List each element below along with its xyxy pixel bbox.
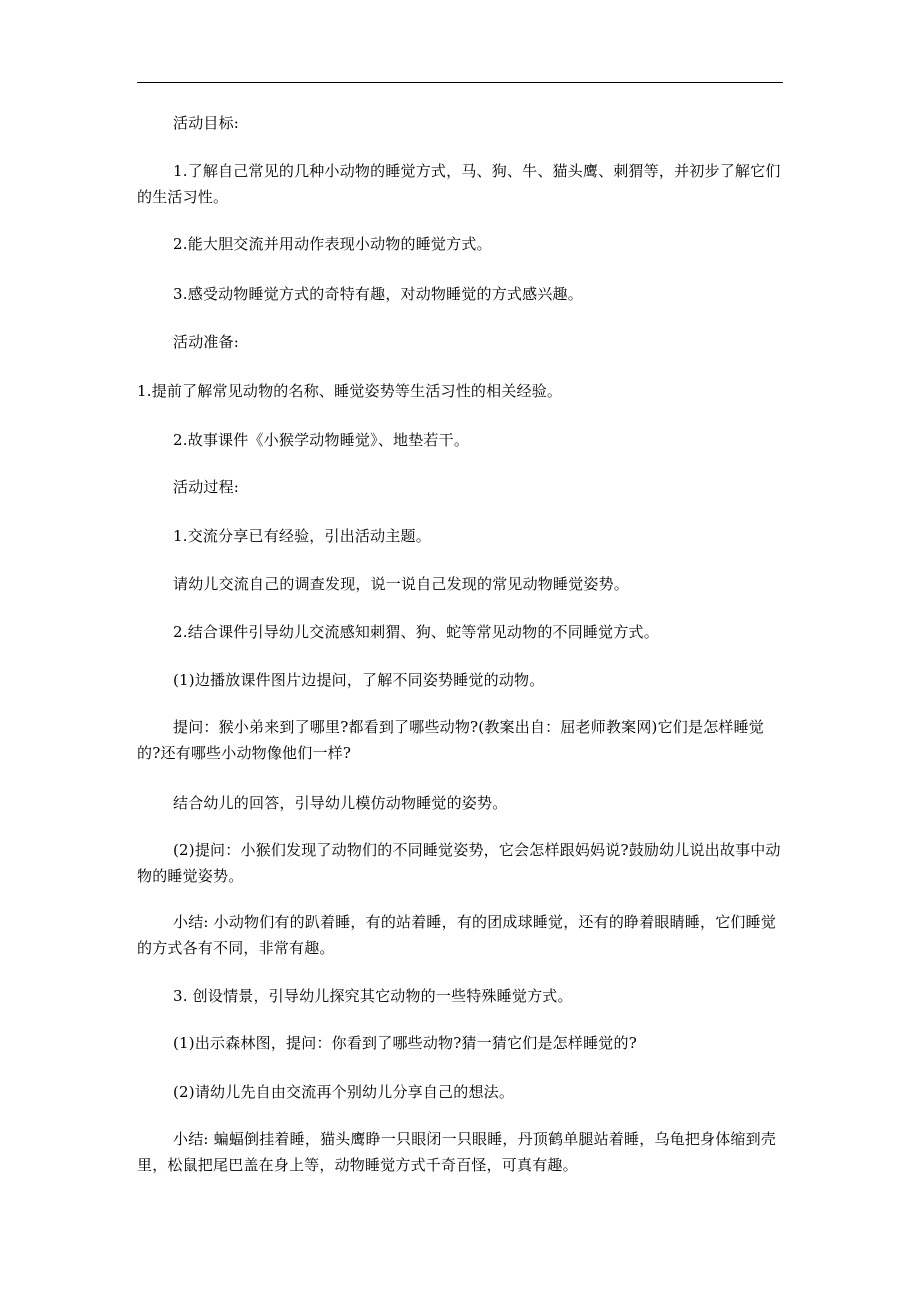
process-step-3-sub-2: (2)请幼儿先自由交流再个别幼儿分享自己的想法。 [173,1083,515,1101]
process-step-1: 1.交流分享已有经验，引出活动主题。 [173,527,431,545]
process-step-2-sub-1: (1)边播放课件图片边提问，了解不同姿势睡觉的动物。 [173,671,545,689]
goal-item-2: 2.能大胆交流并用动作表现小动物的睡觉方式。 [173,235,492,253]
summary-2: 小结: 蝙蝠倒挂着睡，猫头鹰睁一只眼闭一只眼睡，丹顶鹤单腿站着睡，乌龟把身体缩到壳里，松鼠把尾巴盖在身上等，动物睡觉方式千奇百怪，可真有趣。 [137,1130,777,1174]
section-heading-goals: 活动目标: [173,114,240,132]
preparation-item-1: 1.提前了解常见动物的名称、睡觉姿势等生活习性的相关经验。 [137,382,563,400]
goal-item-3: 3.感受动物睡觉方式的奇特有趣，对动物睡觉的方式感兴趣。 [173,285,583,303]
preparation-item-2: 2.故事课件《小猴学动物睡觉》、地垫若干。 [173,431,470,449]
process-step-2-sub-2: (2)提问：小猴们发现了动物们的不同睡觉姿势，它会怎样跟妈妈说?鼓励幼儿说出故事中动物的睡觉姿势。 [137,841,781,885]
section-heading-process: 活动过程: [173,478,240,496]
process-guidance: 结合幼儿的回答，引导幼儿模仿动物睡觉的姿势。 [173,794,508,812]
summary-1: 小结: 小动物们有的趴着睡，有的站着睡，有的团成球睡觉，还有的睁着眼睛睡，它们睡觉的方式各有不同，非常有趣。 [137,913,777,957]
process-question: 提问：猴小弟来到了哪里?都看到了哪些动物?(教案出自：屈老师教案网)它们是怎样睡觉的?还有哪些小动物像他们一样? [137,718,764,762]
process-step-3: 3. 创设情景，引导幼儿探究其它动物的一些特殊睡觉方式。 [173,987,573,1005]
process-step-3-sub-1: (1)出示森林图，提问：你看到了哪些动物?猜一猜它们是怎样睡觉的? [173,1034,637,1052]
goal-item-1: 1.了解自己常见的几种小动物的睡觉方式，马、狗、牛、猫头鹰、刺猬等，并初步了解它们的生活习性。 [137,162,781,206]
section-heading-preparation: 活动准备: [173,333,240,351]
process-step-2: 2.结合课件引导幼儿交流感知刺猬、狗、蛇等常见动物的不同睡觉方式。 [173,623,659,641]
process-step-1-detail: 请幼儿交流自己的调查发现，说一说自己发现的常见动物睡觉姿势。 [173,575,630,593]
header-rule [137,82,783,83]
